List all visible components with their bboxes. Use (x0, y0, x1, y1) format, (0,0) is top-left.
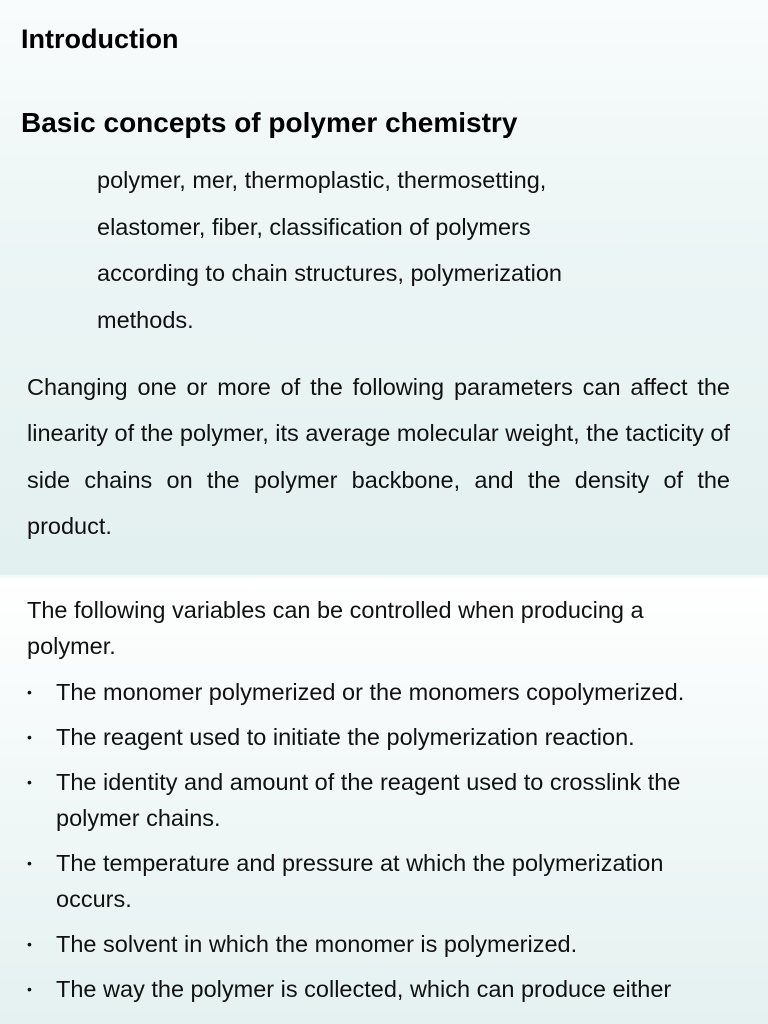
list-item (0, 674, 768, 710)
parameters-paragraph: Changing one or more of the following parameters can affect the linearity of the polymer, its average molecular weight, the tacticity of side chains on the polymer backbone, and the density of the product. (27, 374, 730, 539)
concepts-line: elastomer, fiber, classification of polymers (97, 213, 531, 240)
bullet-icon: • (27, 774, 32, 790)
section-title: Introduction (21, 24, 179, 54)
list-item (0, 971, 768, 1007)
list-item (0, 926, 768, 962)
concepts-line: according to chain structures, polymerization (97, 260, 562, 287)
list-item-text: The reagent used to initiate the polymerization reaction. (56, 724, 635, 750)
concepts-line: methods. (97, 307, 194, 334)
bullet-icon: • (27, 936, 32, 952)
list-item-text: The temperature and pressure at which the polymerization occurs. (56, 850, 664, 912)
concepts-list (97, 163, 562, 350)
list-item-text: The way the polymer is collected, which can produce either (56, 976, 672, 1002)
variables-list (0, 674, 768, 1016)
list-item-text: The identity and amount of the reagent used to crosslink the polymer chains. (56, 769, 681, 831)
bullet-icon: • (27, 729, 32, 745)
list-item-text: The monomer polymerized or the monomers copolymerized. (56, 679, 685, 705)
concepts-line: polymer, mer, thermoplastic, thermosetting, (97, 167, 547, 193)
list-item (0, 719, 768, 755)
list-item (0, 764, 768, 836)
section-subtitle: Basic concepts of polymer chemistry (21, 107, 518, 138)
list-item (0, 845, 768, 917)
list-item-text: The solvent in which the monomer is polymerized. (56, 931, 578, 957)
bullet-icon: • (27, 684, 32, 700)
bullet-icon: • (27, 981, 32, 997)
bullet-icon: • (27, 855, 32, 871)
variables-intro: The following variables can be controlled when producing a polymer. (27, 597, 644, 659)
